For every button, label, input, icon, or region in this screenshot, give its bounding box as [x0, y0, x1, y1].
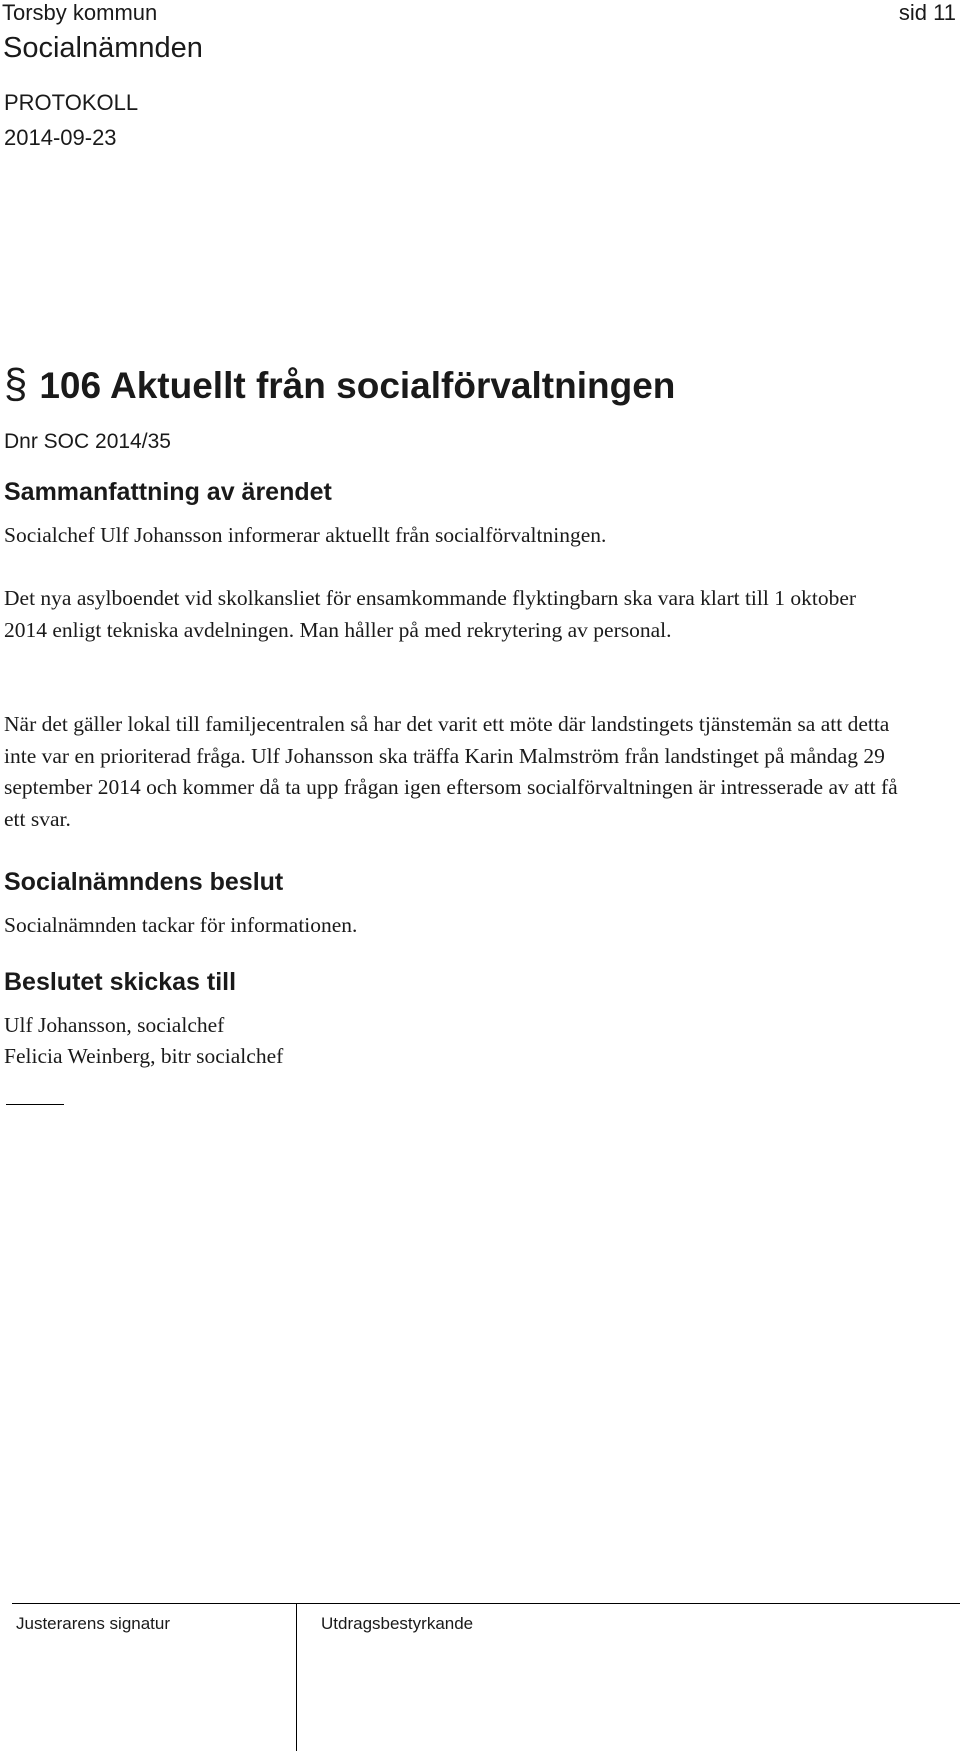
summary-paragraph: Socialchef Ulf Johansson informerar aktuellt från socialförvaltningen.: [4, 523, 607, 547]
section-title: [4, 360, 675, 408]
closing-line: [6, 1104, 64, 1105]
certification-label: Utdragsbestyrkande: [321, 1614, 474, 1633]
certification-cell: [297, 1604, 960, 1751]
summary-paragraph: Det nya asylboendet vid skolkansliet för ensamkommande flyktingbarn ska vara klart till 1 oktober 2014 enligt tekniska avdelningen. Man håller på med rekrytering av personal.: [4, 586, 857, 642]
paragraph-sign: §: [4, 360, 28, 407]
recipient: Felicia Weinberg, bitr socialchef: [4, 1044, 284, 1068]
department-name: Socialnämnden: [3, 32, 203, 64]
summary-heading: Sammanfattning av ärendet: [4, 478, 332, 506]
signature-cell: [12, 1604, 297, 1751]
signature-label: Justerarens signatur: [16, 1614, 171, 1633]
page-number: sid 11: [898, 0, 956, 25]
footer-signature-box: [12, 1603, 960, 1751]
organization-name: Torsby kommun: [2, 0, 158, 25]
sent-to-heading: Beslutet skickas till: [4, 968, 237, 996]
registration-number: Dnr SOC 2014/35: [4, 430, 171, 453]
summary-paragraph: När det gäller lokal till familjecentralen så har det varit ett möte där landstingets tjänstemän sa att detta inte var en prioriterad fråga. Ulf Johansson ska träffa Karin Malmström från landstinget på måndag 29 september 2014 och kommer då ta upp frågan igen eftersom socialförvaltningen är intresserade av att få ett svar.: [4, 712, 898, 831]
document-type: PROTOKOLL: [4, 90, 139, 115]
recipient: Ulf Johansson, socialchef: [4, 1013, 225, 1037]
decision-text: Socialnämnden tackar för informationen.: [4, 913, 358, 937]
decision-heading: Socialnämndens beslut: [4, 868, 284, 896]
section-title-text: 106 Aktuellt från socialförvaltningen: [39, 365, 676, 406]
document-date: 2014-09-23: [4, 125, 117, 150]
